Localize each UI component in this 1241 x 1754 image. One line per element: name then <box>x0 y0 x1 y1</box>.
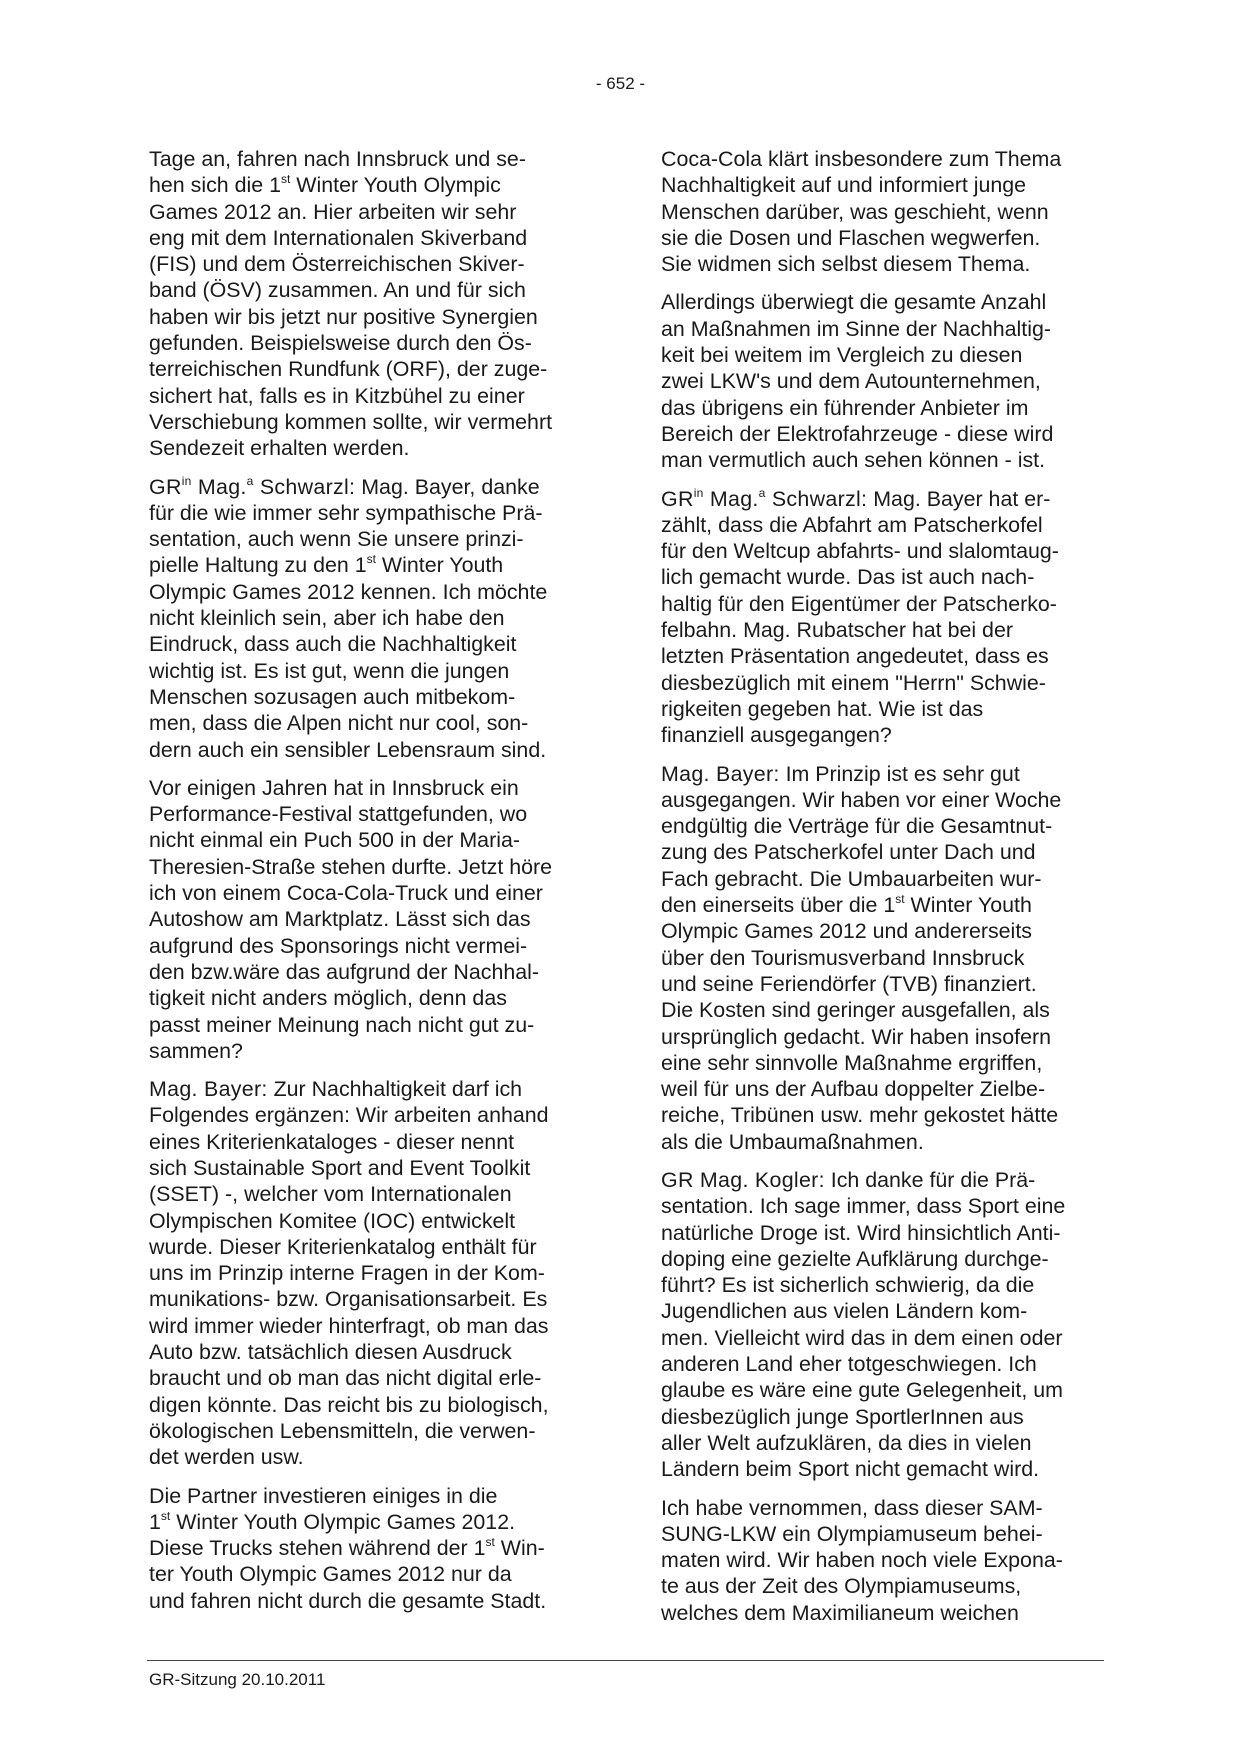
paragraph: Allerdings überwiegt die gesamte Anzahl an Maßnahmen im Sinne der Nachhaltig- keit bei weitem im Vergleich zu diesen zwei LKW's und dem Autounternehmen, das übrigens ein führender Anbieter im Bereich der Elektrofahrzeuge - diese wird man vermutlich auch sehen können - ist. <box>661 290 1054 473</box>
paragraph: Ich habe vernommen, dass dieser SAM- SUNG-LKW ein Olympiamuseum behei- maten wird. Wir haben noch viele Expona- te aus der Zeit des Olympiamuseums, welches dem Maximilianeum weichen <box>661 1495 1063 1625</box>
speaker-label: Mag. Bayer: <box>149 1077 268 1102</box>
page-number: - 652 - <box>595 74 646 93</box>
speaker-label: $GR^{in}$ Mag.$^a$ Schwarzl: <box>661 485 868 511</box>
paragraph: Coca-Cola klärt insbesondere zum Thema Nachhaltigkeit auf und informiert junge Menschen darüber, was geschieht, wenn sie die Dosen und Flaschen wegwerfen. Sie widmen sich selbst diesem Thema. <box>661 147 1062 277</box>
paragraph: Die Partner investieren einiges in die 1st Winter Youth Olympic Games 2012. Diese Trucks stehen während der 1st Win- ter Youth Olympic Games 2012 nur da und fahren nicht durch die gesamte Stadt. <box>149 1483 547 1613</box>
paragraph: $GR^{in}$ Mag.$^a$ Schwarzl: Mag. Bayer, danke für die wie immer sehr sympathische Prä- sentation, auch wenn Sie unsere prinzi- pielle Haltung zu den 1st Winter Youth Olympic Games 2012 kennen. Ich möchte nicht kleinlich sein, aber ich habe den Eindruck, dass auch die Nachhaltigkeit wichtig ist. Es ist gut, wenn die jungen Menschen sozusagen auch mitbekom- men, dass die Alpen nicht nur cool, son- dern auch ein sensibler Lebensraum sind. <box>149 473 548 762</box>
footer-divider <box>147 1660 1104 1661</box>
right-column <box>661 146 1101 1638</box>
paragraph: Vor einigen Jahren hat in Innsbruck ein Performance-Festival stattgefunden, wo nicht einmal ein Puch 500 in der Maria- Theresien-Straße stehen durfte. Jetzt höre ich von einem Coca-Cola-Truck und einer Autoshow am Marktplatz. Lässt sich das aufgrund des Sponsorings nicht vermei- den bzw.wäre das aufgrund der Nachhal- tigkeit nicht anders möglich, denn das passt meiner Meinung nach nicht gut zu- sammen? <box>149 775 553 1063</box>
speaker-label: Mag. Bayer: <box>661 761 780 786</box>
footer-session-date: GR-Sitzung 20.10.2011 <box>149 1670 326 1689</box>
paragraph: GR Mag. Kogler: Ich danke für die Prä- sentation. Ich sage immer, dass Sport eine natürliche Droge ist. Wird hinsichtlich Anti- doping eine gezielte Aufklärung durchge- führt? Es ist sicherlich schwierig, da die Jugendlichen aus vielen Ländern kom- men. Vielleicht wird das in dem einen oder anderen Land eher totgeschwiegen. Ich glaube es wäre eine gute Gelegenheit, um diesbezüglich junge SportlerInnen aus aller Welt aufzuklären, da dies in vielen Ländern beim Sport nicht gemacht wird. <box>661 1167 1066 1482</box>
speaker-label: GR Mag. Kogler: <box>661 1167 825 1192</box>
paragraph: Mag. Bayer: Zur Nachhaltigkeit darf ich Folgendes ergänzen: Wir arbeiten anhand eines Kriterienkataloges - dieser nennt sich Sustainable Sport and Event Toolkit (SSET) -, welcher vom Internationalen Olympischen Komitee (IOC) entwickelt wurde. Dieser Kriterienkatalog enthält für uns im Prinzip interne Fragen in der Kom- munikations- bzw. Organisationsarbeit. Es wird immer wieder hinterfragt, ob man das Auto bzw. tatsächlich diesen Ausdruck braucht und ob man das nicht digital erle- digen könnte. Das reicht bis zu biologisch, ökologischen Lebensmitteln, die verwen- det werden usw. <box>149 1077 549 1470</box>
paragraph: $GR^{in}$ Mag.$^a$ Schwarzl: Mag. Bayer hat er- zählt, dass die Abfahrt am Patscherkofel für den Weltcup abfahrts- und slalomtaug- lich gemacht wurde. Das ist auch nach- haltig für den Eigentümer der Patscherko- felbahn. Mag. Rubatscher hat bei der letzten Präsentation angedeutet, dass es diesbezüglich mit einem "Herrn" Schwie- rigkeiten gegeben hat. Wie ist das finanziell ausgegangen? <box>661 485 1059 748</box>
paragraph: Mag. Bayer: Im Prinzip ist es sehr gut ausgegangen. Wir haben vor einer Woche endgültig die Verträge für die Gesamtnut- zung des Patscherkofel unter Dach und Fach gebracht. Die Umbauarbeiten wur- den einerseits über die 1st Winter Youth Olympic Games 2012 und andererseits über den Tourismusverband Innsbruck und seine Feriendörfer (TVB) finanziert. Die Kosten sind geringer ausgefallen, als ursprünglich gedacht. Wir haben insofern eine sehr sinnvolle Maßnahme ergriffen, weil für uns der Aufbau doppelter Zielbe- reiche, Tribünen usw. mehr gekostet hätte als die Umbaumaßnahmen. <box>661 761 1062 1154</box>
left-column <box>149 146 589 1626</box>
paragraph: Tage an, fahren nach Innsbruck und se- hen sich die 1st Winter Youth Olympic Games 2012 an. Hier arbeiten wir sehr eng mit dem Internationalen Skiverband (FIS) und dem Österreichischen Skiver- band (ÖSV) zusammen. An und für sich haben wir bis jetzt nur positive Synergien gefunden. Beispielsweise durch den Ös- terreichischen Rundfunk (ORF), der zuge- sichert hat, falls es in Kitzbühel zu einer Verschiebung kommen sollte, wir vermehrt Sendezeit erhalten werden. <box>149 147 553 461</box>
speaker-label: $GR^{in}$ Mag.$^a$ Schwarzl: <box>149 473 356 499</box>
